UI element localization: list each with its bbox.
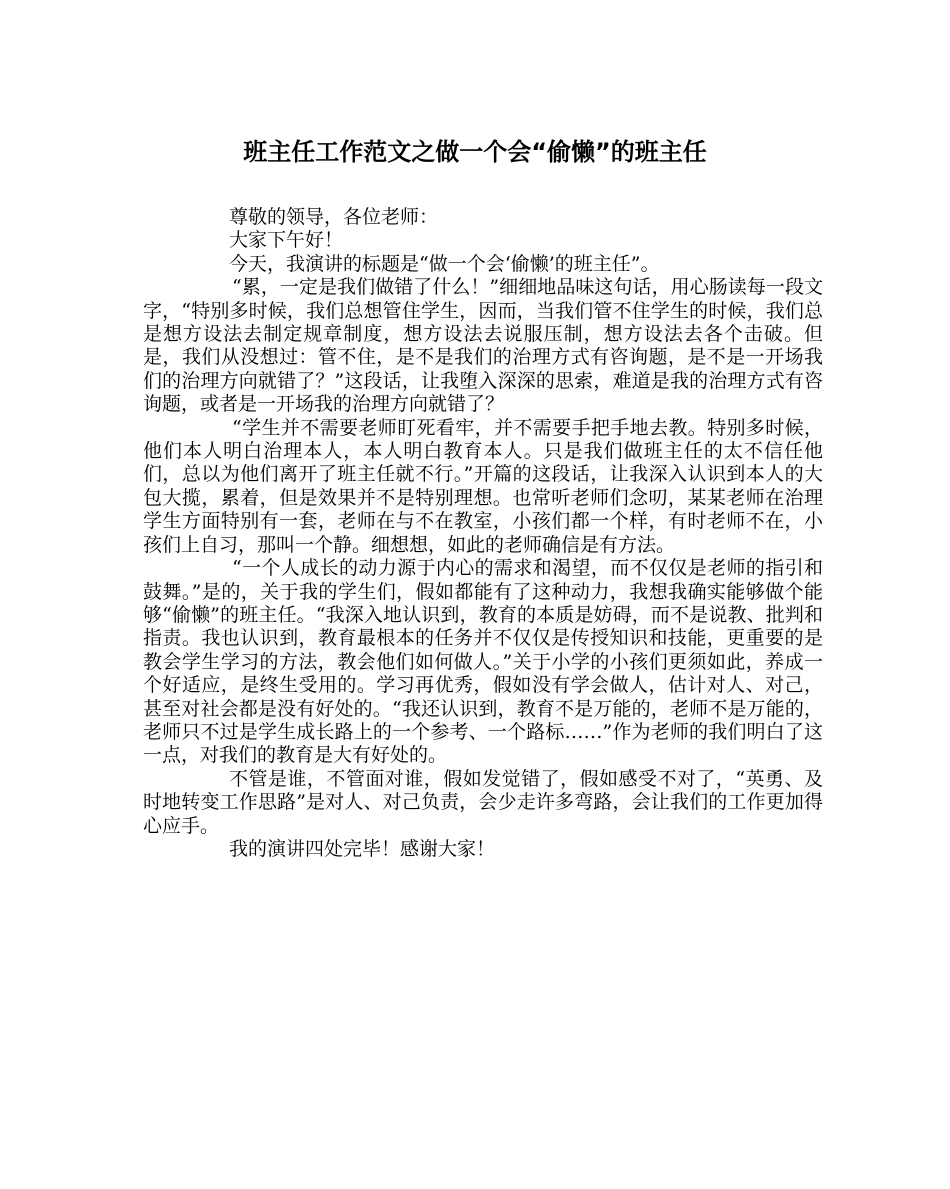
paragraph-body-3: “一个人成长的动力源于内心的需求和渴望，而不仅仅是老师的指引和鼓舞。”是的，关于我的学生们，假如都能有了这种动力，我想我确实能够做个能够“偷懒”的班主任。“我深入地认识到，教育的本质是妨碍，而不是说教、批判和指责。我也认识到，教育最根本的任务并不仅仅是传授知识和技能，更重要的是教会学生学习的方法，教会他们如何做人。”关于小学的小孩们更须如此，养成一个好适应，是终生受用的。学习再优秀，假如没有学会做人，估计对人、对己，甚至对社会都是没有好处的。“我还认识到，教育不是万能的，老师不是万能的，老师只不过是学生成长路上的一个参考、一个路标……”作为老师的我们明白了这一点，对我们的教育是大有好处的。 [143,557,823,767]
paragraph-body-2: “学生并不需要老师盯死看牢，并不需要手把手地去教。特别多时候，他们本人明白治理本人，本人明白教育本人。只是我们做班主任的太不信任他们，总以为他们离开了班主任就不行。”开篇的这段话，让我深入认识到本人的大包大揽，累着，但是效果并不是特别理想。也常听老师们念叨，某某老师在治理学生方面特别有一套，老师在与不在教室，小孩们都一个样，有时老师不在，小孩们上自习，那叫一个静。细想想，如此的老师确信是有方法。 [143,416,823,556]
paragraph-salutation: 尊敬的领导，各位老师： [229,206,439,228]
paragraph-body-4: 不管是谁，不管面对谁，假如发觉错了，假如感受不对了，“英勇、及时地转变工作思路”是对人、对己负责，会少走许多弯路，会让我们的工作更加得心应手。 [143,767,823,837]
paragraph-closing: 我的演讲四处完毕！感谢大家！ [229,837,496,860]
document-title: 班主任工作范文之做一个会“偷懒”的班主任 [243,138,707,166]
paragraph-topic: 今天，我演讲的标题是“做一个会‘偷懒’的班主任”。 [229,252,660,275]
paragraph-greeting: 大家下午好！ [229,229,344,252]
paragraph-body-1: “累，一定是我们做错了什么！”细细地品味这句话，用心肠读每一段文字，“特别多时候，我们总想管住学生，因而，当我们管不住学生的时候，我们总是想方设法去制定规章制度，想方设法去说服压制，想方设法去各个击破。但是，我们从没想过：管不住，是不是我们的治理方式有咨询题，是不是一开场我们的治理方向就错了？”这段话，让我堕入深深的思索，难道是我的治理方式有咨询题，或者是一开场我的治理方向就错了？ [143,276,823,416]
document-body [143,206,823,861]
